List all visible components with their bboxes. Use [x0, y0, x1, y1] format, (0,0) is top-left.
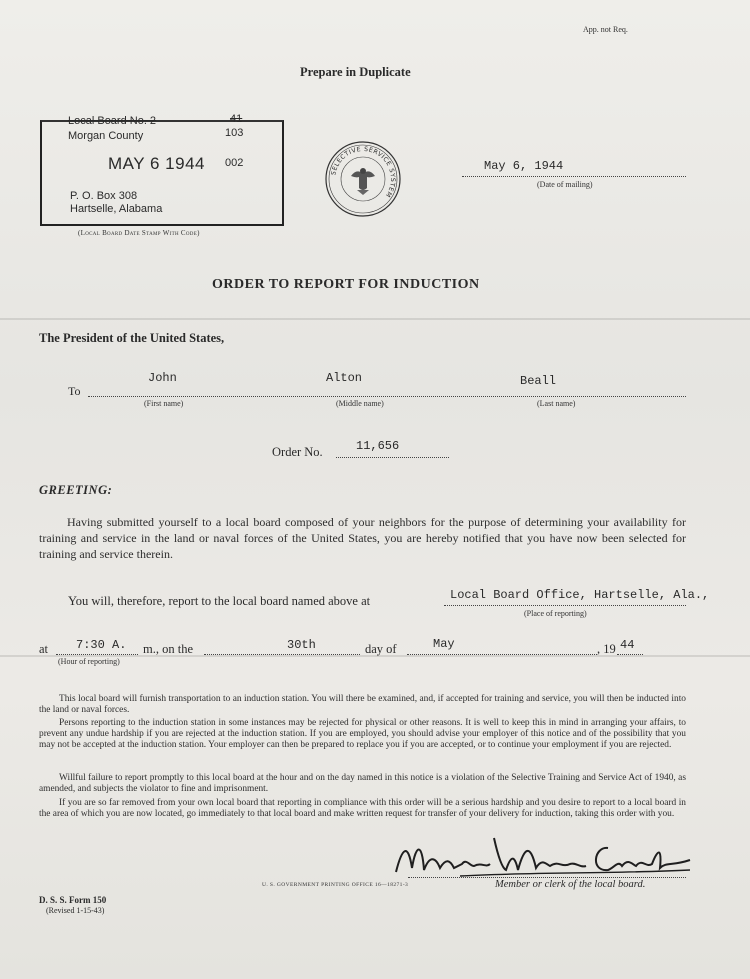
svg-text:Mattie Wilson Clerk: Mattie Wilson Clerk: [390, 828, 399, 829]
last-name-caption: (Last name): [537, 399, 576, 408]
stamp-county: Morgan County: [68, 130, 144, 142]
recipient-last-name: Beall: [520, 374, 557, 388]
printing-office: U. S. GOVERNMENT PRINTING OFFICE 16—18271-3: [262, 882, 409, 888]
paper-fold: [0, 318, 750, 320]
stamp-pobox: P. O. Box 308: [70, 190, 138, 202]
greeting-heading: GREETING:: [39, 483, 113, 497]
stamp-board-line: Local Board No. 2: [68, 115, 157, 127]
handwritten-signature-icon: [390, 828, 710, 884]
signature-caption: Member or clerk of the local board.: [495, 879, 646, 890]
year-line: [617, 654, 643, 655]
report-day: 30th: [287, 638, 316, 652]
stamp-date: MAY 6 1944: [108, 154, 205, 173]
clerk-signature: [390, 828, 710, 884]
year-prefix: , 19: [597, 642, 616, 656]
recipient-name-line: [88, 396, 686, 397]
place-line: [444, 605, 686, 606]
mailing-date-line: [462, 176, 686, 177]
recipient-first-name: John: [148, 371, 177, 385]
form-number: D. S. S. Form 150: [39, 895, 107, 905]
svg-text:SELECTIVE SERVICE SYSTEM: SELECTIVE SERVICE SYSTEM: [330, 145, 397, 199]
fine-print-violation: Willful failure to report promptly to this local board at the hour and on the day named in this notice is a violation of the Selective Training and Service Act of 1940, as amended, and subjects the violator to fine and imprisonment.: [39, 773, 686, 794]
report-place: Local Board Office, Hartselle, Ala.,: [450, 588, 710, 602]
stamp-date-code: 002: [225, 157, 244, 169]
stamp-city: Hartselle, Alabama: [70, 203, 163, 215]
time-line: [56, 654, 138, 655]
prepare-note: Prepare in Duplicate: [300, 65, 411, 79]
order-number-line: [336, 457, 449, 458]
eagle-seal-icon: [324, 140, 402, 218]
signature-line: [408, 877, 686, 878]
document-title: ORDER TO REPORT FOR INDUCTION: [212, 277, 480, 292]
stamp-board-code: 41: [230, 113, 243, 125]
mailing-date-caption: (Date of mailing): [537, 180, 593, 189]
report-time: 7:30 A.: [76, 638, 127, 652]
middle-name-caption: (Middle name): [336, 399, 384, 408]
form-revised: (Revised 1-15-43): [46, 906, 105, 915]
month-line: [407, 654, 597, 655]
recipient-middle-name: Alton: [326, 371, 363, 385]
fine-print-transfer: If you are so far removed from your own local board that reporting in compliance with this order will be a serious hardship and you desire to report to a local board in the area of which you are now located, go immediately to that local board and make written request for transfer of your delivery for induction, taking this order with you.: [39, 798, 686, 819]
first-name-caption: (First name): [144, 399, 184, 408]
place-caption: (Place of reporting): [524, 609, 587, 618]
fine-print-transport: This local board will furnish transportation to an induction station. You will there be examined, and, if accepted for training and service, you will then be inducted into the land or naval forces.: [39, 694, 686, 715]
fine-print-rejection: Persons reporting to the induction station in some instances may be rejected for physical or other reasons. It is well to keep this in mind in arranging your affairs, to prevent any undue hardship if you are rejected at the induction station. If you are employed, you should advise your employer of this notice and of the possibility that you may not be accepted at the induction station. Your employer can then be prepared to replace you if you are accepted, or to continue your employment if you are rejected.: [39, 718, 686, 750]
order-label: Order No.: [272, 445, 323, 459]
day-line: [204, 654, 360, 655]
m-on-the-label: m., on the: [143, 642, 193, 656]
app-note: App. not Req.: [583, 25, 628, 34]
at-label: at: [39, 642, 49, 656]
hour-caption: (Hour of reporting): [58, 657, 120, 666]
to-label: To: [68, 384, 81, 398]
greeting-paragraph: Having submitted yourself to a local board composed of your neighbors for the purpose of determining your availability for training and service in the land or naval forces of the United States, you are hereby notified that you have now been selected for training and service therein.: [39, 515, 686, 561]
mailing-date: May 6, 1944: [484, 159, 564, 173]
salutation: The President of the United States,: [39, 331, 225, 345]
report-year: 44: [620, 638, 635, 652]
selective-service-seal: [324, 140, 402, 218]
report-month: May: [433, 637, 455, 651]
stamp-caption: (Local Board Date Stamp With Code): [78, 229, 200, 237]
report-sentence: You will, therefore, report to the local board named above at: [68, 594, 371, 608]
order-number: 11,656: [356, 439, 400, 453]
day-of-label: day of: [365, 642, 397, 656]
stamp-county-code: 103: [225, 127, 244, 139]
